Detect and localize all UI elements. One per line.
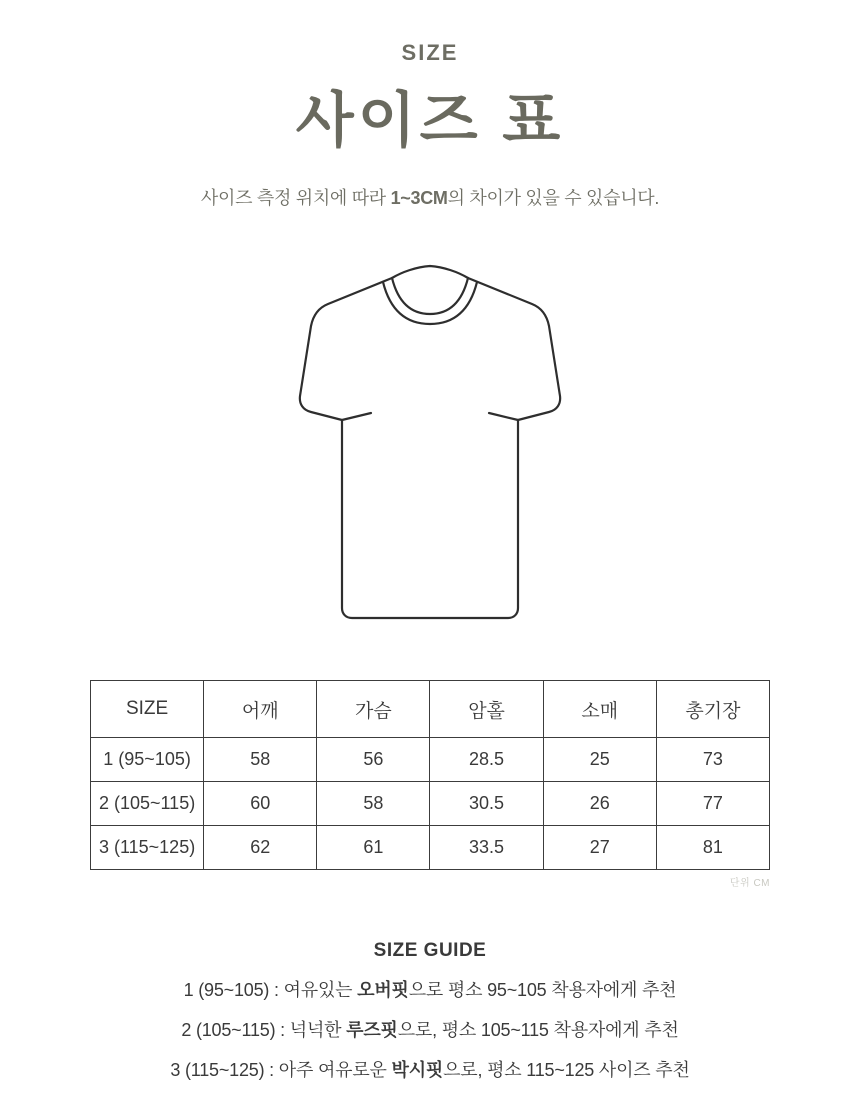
col-chest: 가슴	[317, 681, 430, 738]
cell-shoulder: 58	[204, 738, 317, 782]
guide-3-pre: 3 (115~125) : 아주 여유로운	[170, 1060, 392, 1080]
cell-size: 1 (95~105)	[91, 738, 204, 782]
size-table-head	[91, 681, 770, 738]
col-size: SIZE	[91, 681, 204, 738]
size-table-container	[90, 680, 770, 889]
cell-length: 77	[656, 782, 769, 826]
table-row	[91, 782, 770, 826]
cell-shoulder: 62	[204, 826, 317, 870]
cell-size: 2 (105~115)	[91, 782, 204, 826]
col-armhole: 암홀	[430, 681, 543, 738]
guide-1-strong: 오버핏	[357, 980, 409, 1000]
guide-1-pre: 1 (95~105) : 여유있는	[183, 980, 358, 1000]
size-guide-line-2	[0, 1016, 860, 1042]
size-guide-section	[0, 940, 860, 1082]
cell-shoulder: 60	[204, 782, 317, 826]
guide-2-post: 으로, 평소 105~115 착용자에게 추천	[397, 1020, 679, 1040]
cell-armhole: 33.5	[430, 826, 543, 870]
size-table	[90, 680, 770, 870]
size-table-body	[91, 738, 770, 870]
col-length: 총기장	[656, 681, 769, 738]
page-header	[0, 0, 860, 210]
page-title: 사이즈 표	[295, 87, 565, 154]
cell-chest: 56	[317, 738, 430, 782]
col-sleeve: 소매	[543, 681, 656, 738]
cell-size: 3 (115~125)	[91, 826, 204, 870]
guide-1-post: 으로 평소 95~105 착용자에게 추천	[408, 980, 677, 1000]
cell-armhole: 30.5	[430, 782, 543, 826]
cell-sleeve: 26	[543, 782, 656, 826]
guide-3-post: 으로, 평소 115~125 사이즈 추천	[443, 1060, 690, 1080]
subtitle-pre: 사이즈 측정 위치에 따라	[200, 188, 391, 208]
size-guide-title: SIZE GUIDE	[373, 940, 487, 961]
subtitle-post: 의 차이가 있을 수 있습니다.	[447, 188, 660, 208]
size-guide-line-1	[0, 976, 860, 1002]
guide-2-pre: 2 (105~115) : 넉넉한	[181, 1020, 347, 1040]
cell-length: 73	[656, 738, 769, 782]
illustration-container	[0, 256, 860, 636]
cell-sleeve: 27	[543, 826, 656, 870]
short-sleeve-tshirt-icon	[270, 256, 590, 636]
col-shoulder: 어깨	[204, 681, 317, 738]
table-row	[91, 738, 770, 782]
table-row	[91, 826, 770, 870]
table-header-row	[91, 681, 770, 738]
cell-sleeve: 25	[543, 738, 656, 782]
guide-3-strong: 박시핏	[391, 1060, 444, 1080]
subtitle-emphasis: 1~3CM	[390, 188, 448, 208]
cell-length: 81	[656, 826, 769, 870]
cell-chest: 61	[317, 826, 430, 870]
cell-armhole: 28.5	[430, 738, 543, 782]
page-eyebrow: SIZE	[401, 40, 459, 65]
unit-note: 단위 CM	[729, 878, 770, 889]
size-guide-line-3	[0, 1056, 860, 1082]
cell-chest: 58	[317, 782, 430, 826]
guide-2-strong: 루즈핏	[346, 1020, 398, 1040]
page-subtitle	[0, 184, 860, 210]
